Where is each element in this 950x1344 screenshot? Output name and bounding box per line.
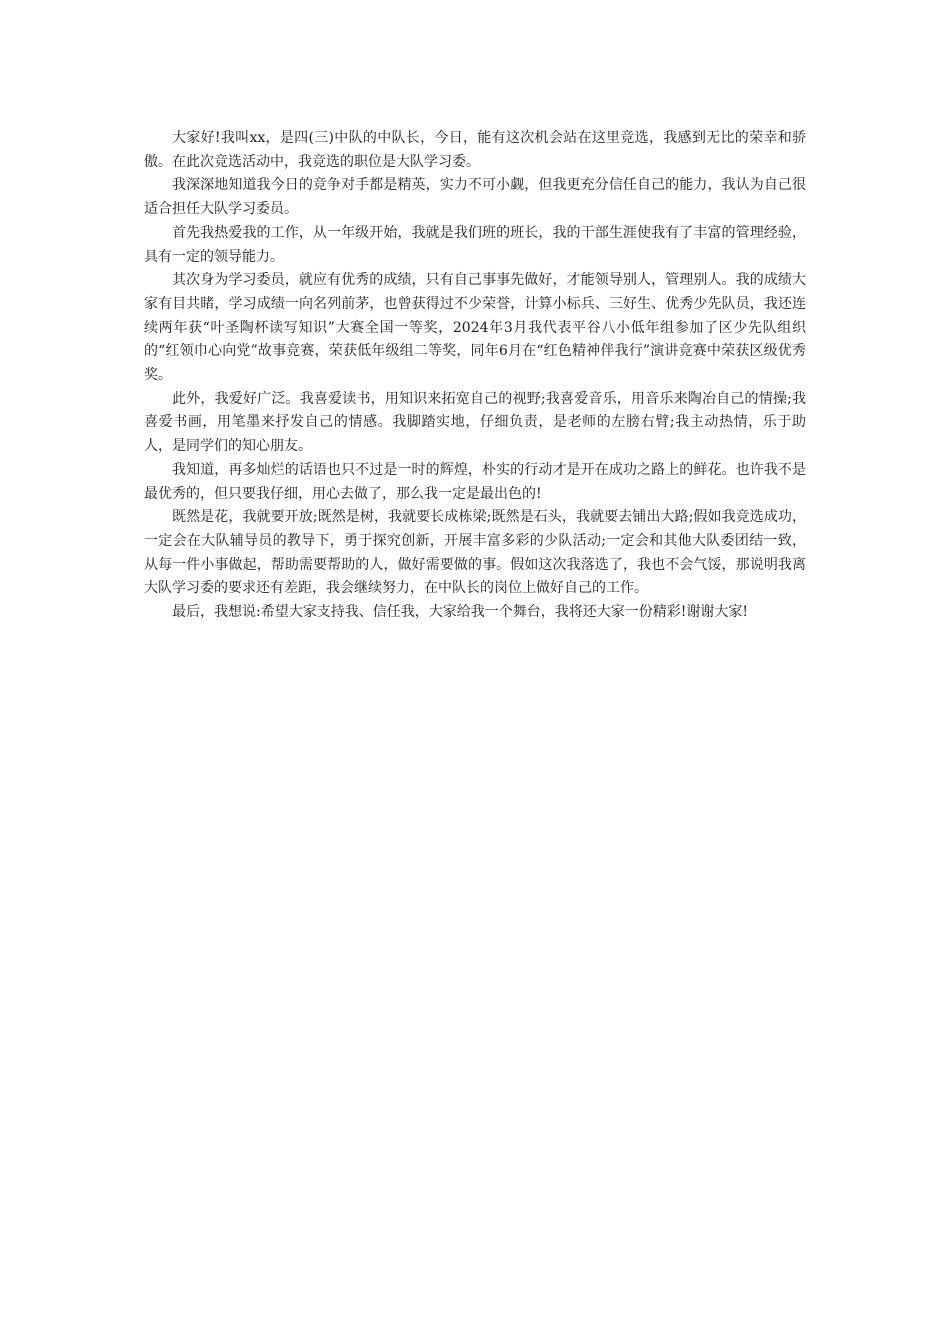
paragraph-6: 我知道，再多灿烂的话语也只不过是一时的辉煌，朴实的行动才是开在成功之路上的鲜花。也许我不是最优秀的，但只要我仔细，用心去做了，那么我一定是最出色的! bbox=[144, 461, 806, 502]
paragraph-1: 大家好!我叫xx，是四(三)中队的中队长，今日，能有这次机会站在这里竞选，我感到无比的荣幸和骄傲。在此次竞选活动中，我竞选的职位是大队学习委。 bbox=[144, 130, 806, 170]
paragraph-4: 其次身为学习委员，就应有优秀的成绩，只有自己事事先做好，才能领导别人，管理别人。我的成绩大家有目共睹，学习成绩一向名列前茅，也曾获得过不少荣誉，计算小标兵、三好生、优秀少先队员，我还连续两年获“叶圣陶杯读写知识”大赛全国一等奖，2024年3月我代表平谷八小低年组参加了区少先队组织的“红领巾心向党”故事竞赛，荣获低年级组二等奖，同年6月在“红色精神伴我行”演讲竞赛中荣获区级优秀奖。 bbox=[144, 272, 806, 384]
paragraph-3: 首先我热爱我的工作，从一年级开始，我就是我们班的班长，我的干部生涯使我有了丰富的管理经验，具有一定的领导能力。 bbox=[144, 224, 806, 265]
paragraph-8: 最后，我想说:希望大家支持我、信任我，大家给我一个舞台，我将还大家一份精彩!谢谢大家! bbox=[172, 604, 748, 621]
paragraph-2: 我深深地知道我今日的竞争对手都是精英，实力不可小觑，但我更充分信任自己的能力，我认为自己很适合担任大队学习委员。 bbox=[144, 177, 806, 218]
document-body bbox=[144, 127, 806, 625]
paragraph-5: 此外，我爱好广泛。我喜爱读书，用知识来拓宽自己的视野;我喜爱音乐，用音乐来陶冶自己的情操;我喜爱书画，用笔墨来抒发自己的情感。我脚踏实地，仔细负责，是老师的左膀右臂;我主动热情，乐于助人，是同学们的知心朋友。 bbox=[144, 390, 806, 455]
paragraph-7: 既然是花，我就要开放;既然是树，我就要长成栋梁;既然是石头，我就要去铺出大路;假如我竞选成功，一定会在大队辅导员的教导下，勇于探究创新，开展丰富多彩的少队活动;一定会和其他大队委团结一致，从每一件小事做起，帮助需要帮助的人，做好需要做的事。假如这次我落选了，我也不会气馁，那说明我离大队学习委的要求还有差距，我会继续努力，在中队长的岗位上做好自己的工作。 bbox=[144, 509, 806, 597]
